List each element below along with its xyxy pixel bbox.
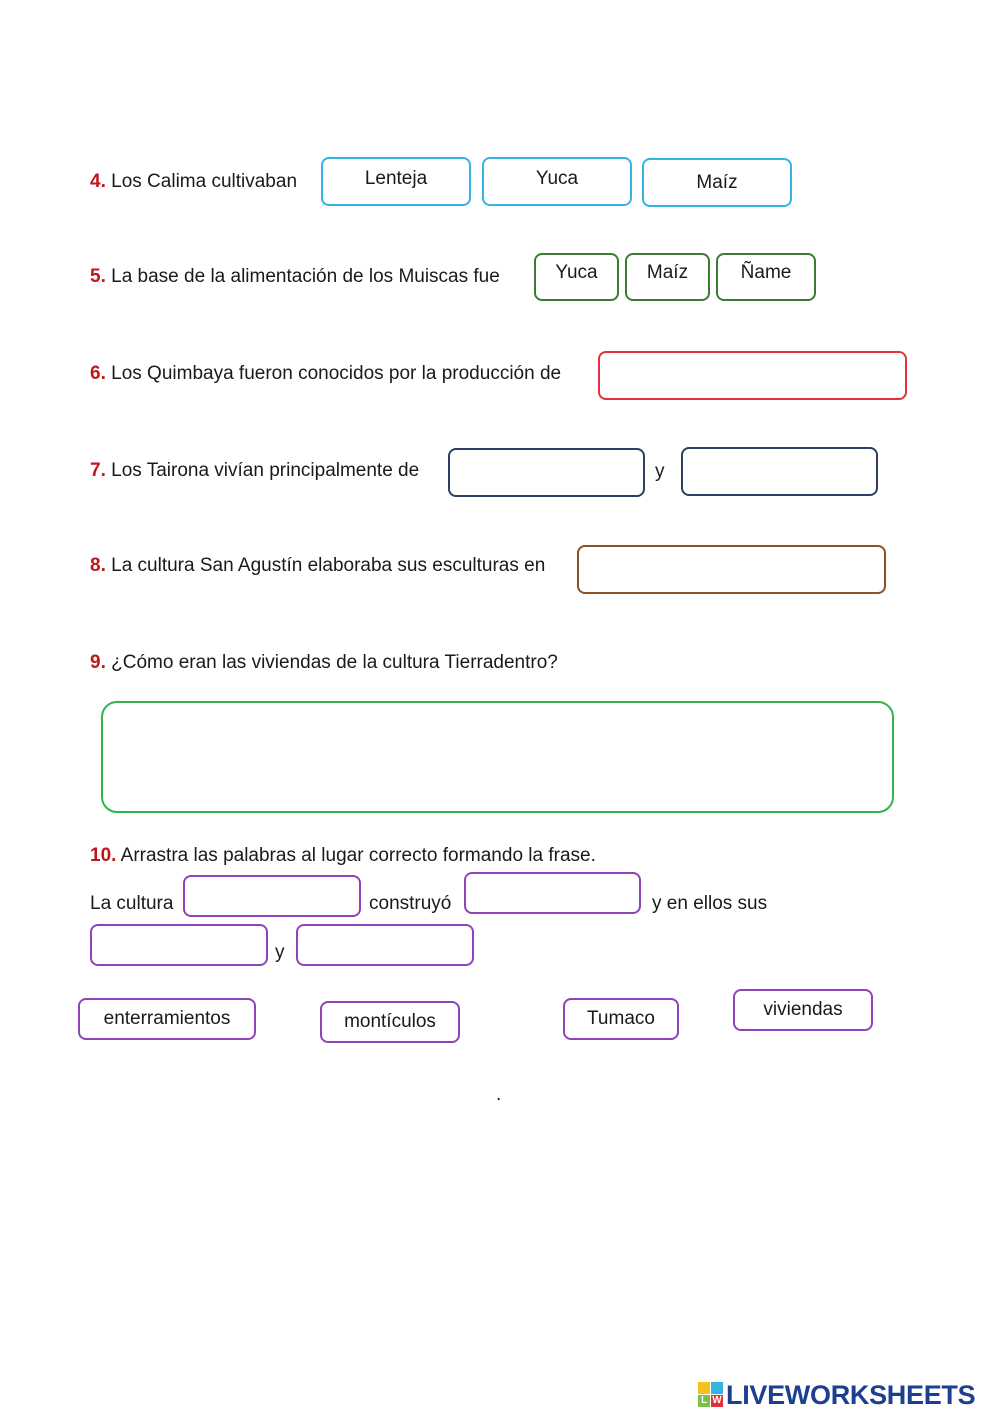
question-text: ¿Cómo eran las viviendas de la cultura Tierradentro? bbox=[111, 652, 558, 673]
word-monticulos[interactable]: montículos bbox=[320, 1001, 460, 1043]
question-number: 9. bbox=[90, 652, 106, 673]
question-number: 8. bbox=[90, 555, 106, 576]
question-number: 4. bbox=[90, 171, 106, 192]
answer-field-q7-first[interactable] bbox=[448, 448, 645, 497]
question-text: Los Calima cultivaban bbox=[111, 171, 298, 192]
question-8 bbox=[90, 554, 545, 578]
question-text: Los Tairona vivían principalmente de bbox=[111, 460, 420, 481]
question-number: 7. bbox=[90, 460, 106, 481]
sentence-part-1: La cultura bbox=[90, 893, 174, 914]
sentence-part-3: y en ellos sus bbox=[652, 893, 768, 914]
question-5 bbox=[90, 265, 500, 289]
word-enterramientos[interactable]: enterramientos bbox=[78, 998, 256, 1040]
sentence-part-2: construyó bbox=[369, 893, 452, 914]
logo-text: LIVEWORKSHEETS bbox=[726, 1379, 976, 1410]
drop-zone-4[interactable] bbox=[296, 924, 474, 966]
stray-dot: . bbox=[496, 1084, 502, 1105]
answer-field-q8[interactable] bbox=[577, 545, 886, 594]
word-tumaco[interactable]: Tumaco bbox=[563, 998, 679, 1040]
drop-zone-1[interactable] bbox=[183, 875, 361, 917]
question-text: La cultura San Agustín elaboraba sus esculturas en bbox=[111, 555, 546, 576]
answer-field-q7-second[interactable] bbox=[681, 447, 878, 496]
option-name[interactable]: Ñame bbox=[716, 253, 816, 301]
sentence-part-4: y bbox=[275, 942, 285, 963]
logo-mark-letter: L bbox=[698, 1395, 710, 1407]
answer-field-q6[interactable] bbox=[598, 351, 907, 400]
question-text: La base de la alimentación de los Muiscas fue bbox=[111, 266, 500, 287]
question-10 bbox=[90, 844, 596, 868]
logo-mark-letter: W bbox=[712, 1395, 722, 1406]
option-lenteja[interactable]: Lenteja bbox=[321, 157, 471, 206]
question-text: Los Quimbaya fueron conocidos por la producción de bbox=[111, 363, 562, 384]
question-number: 5. bbox=[90, 266, 106, 287]
option-maiz[interactable]: Maíz bbox=[625, 253, 710, 301]
liveworksheets-logo bbox=[698, 1378, 975, 1412]
word-viviendas[interactable]: viviendas bbox=[733, 989, 873, 1031]
drop-zone-2[interactable] bbox=[464, 872, 641, 914]
drop-zone-3[interactable] bbox=[90, 924, 268, 966]
answer-area-q9[interactable] bbox=[101, 701, 894, 813]
conjunction-y: y bbox=[655, 461, 665, 482]
question-text: Arrastra las palabras al lugar correcto formando la frase. bbox=[120, 845, 596, 866]
question-number: 10. bbox=[90, 845, 117, 866]
question-number: 6. bbox=[90, 363, 106, 384]
question-4 bbox=[90, 170, 297, 194]
question-6 bbox=[90, 362, 561, 386]
option-yuca[interactable]: Yuca bbox=[482, 157, 632, 206]
option-maiz[interactable]: Maíz bbox=[642, 158, 792, 207]
logo-mark-icon bbox=[698, 1382, 724, 1408]
option-yuca[interactable]: Yuca bbox=[534, 253, 619, 301]
question-7 bbox=[90, 459, 419, 483]
question-9 bbox=[90, 651, 558, 675]
